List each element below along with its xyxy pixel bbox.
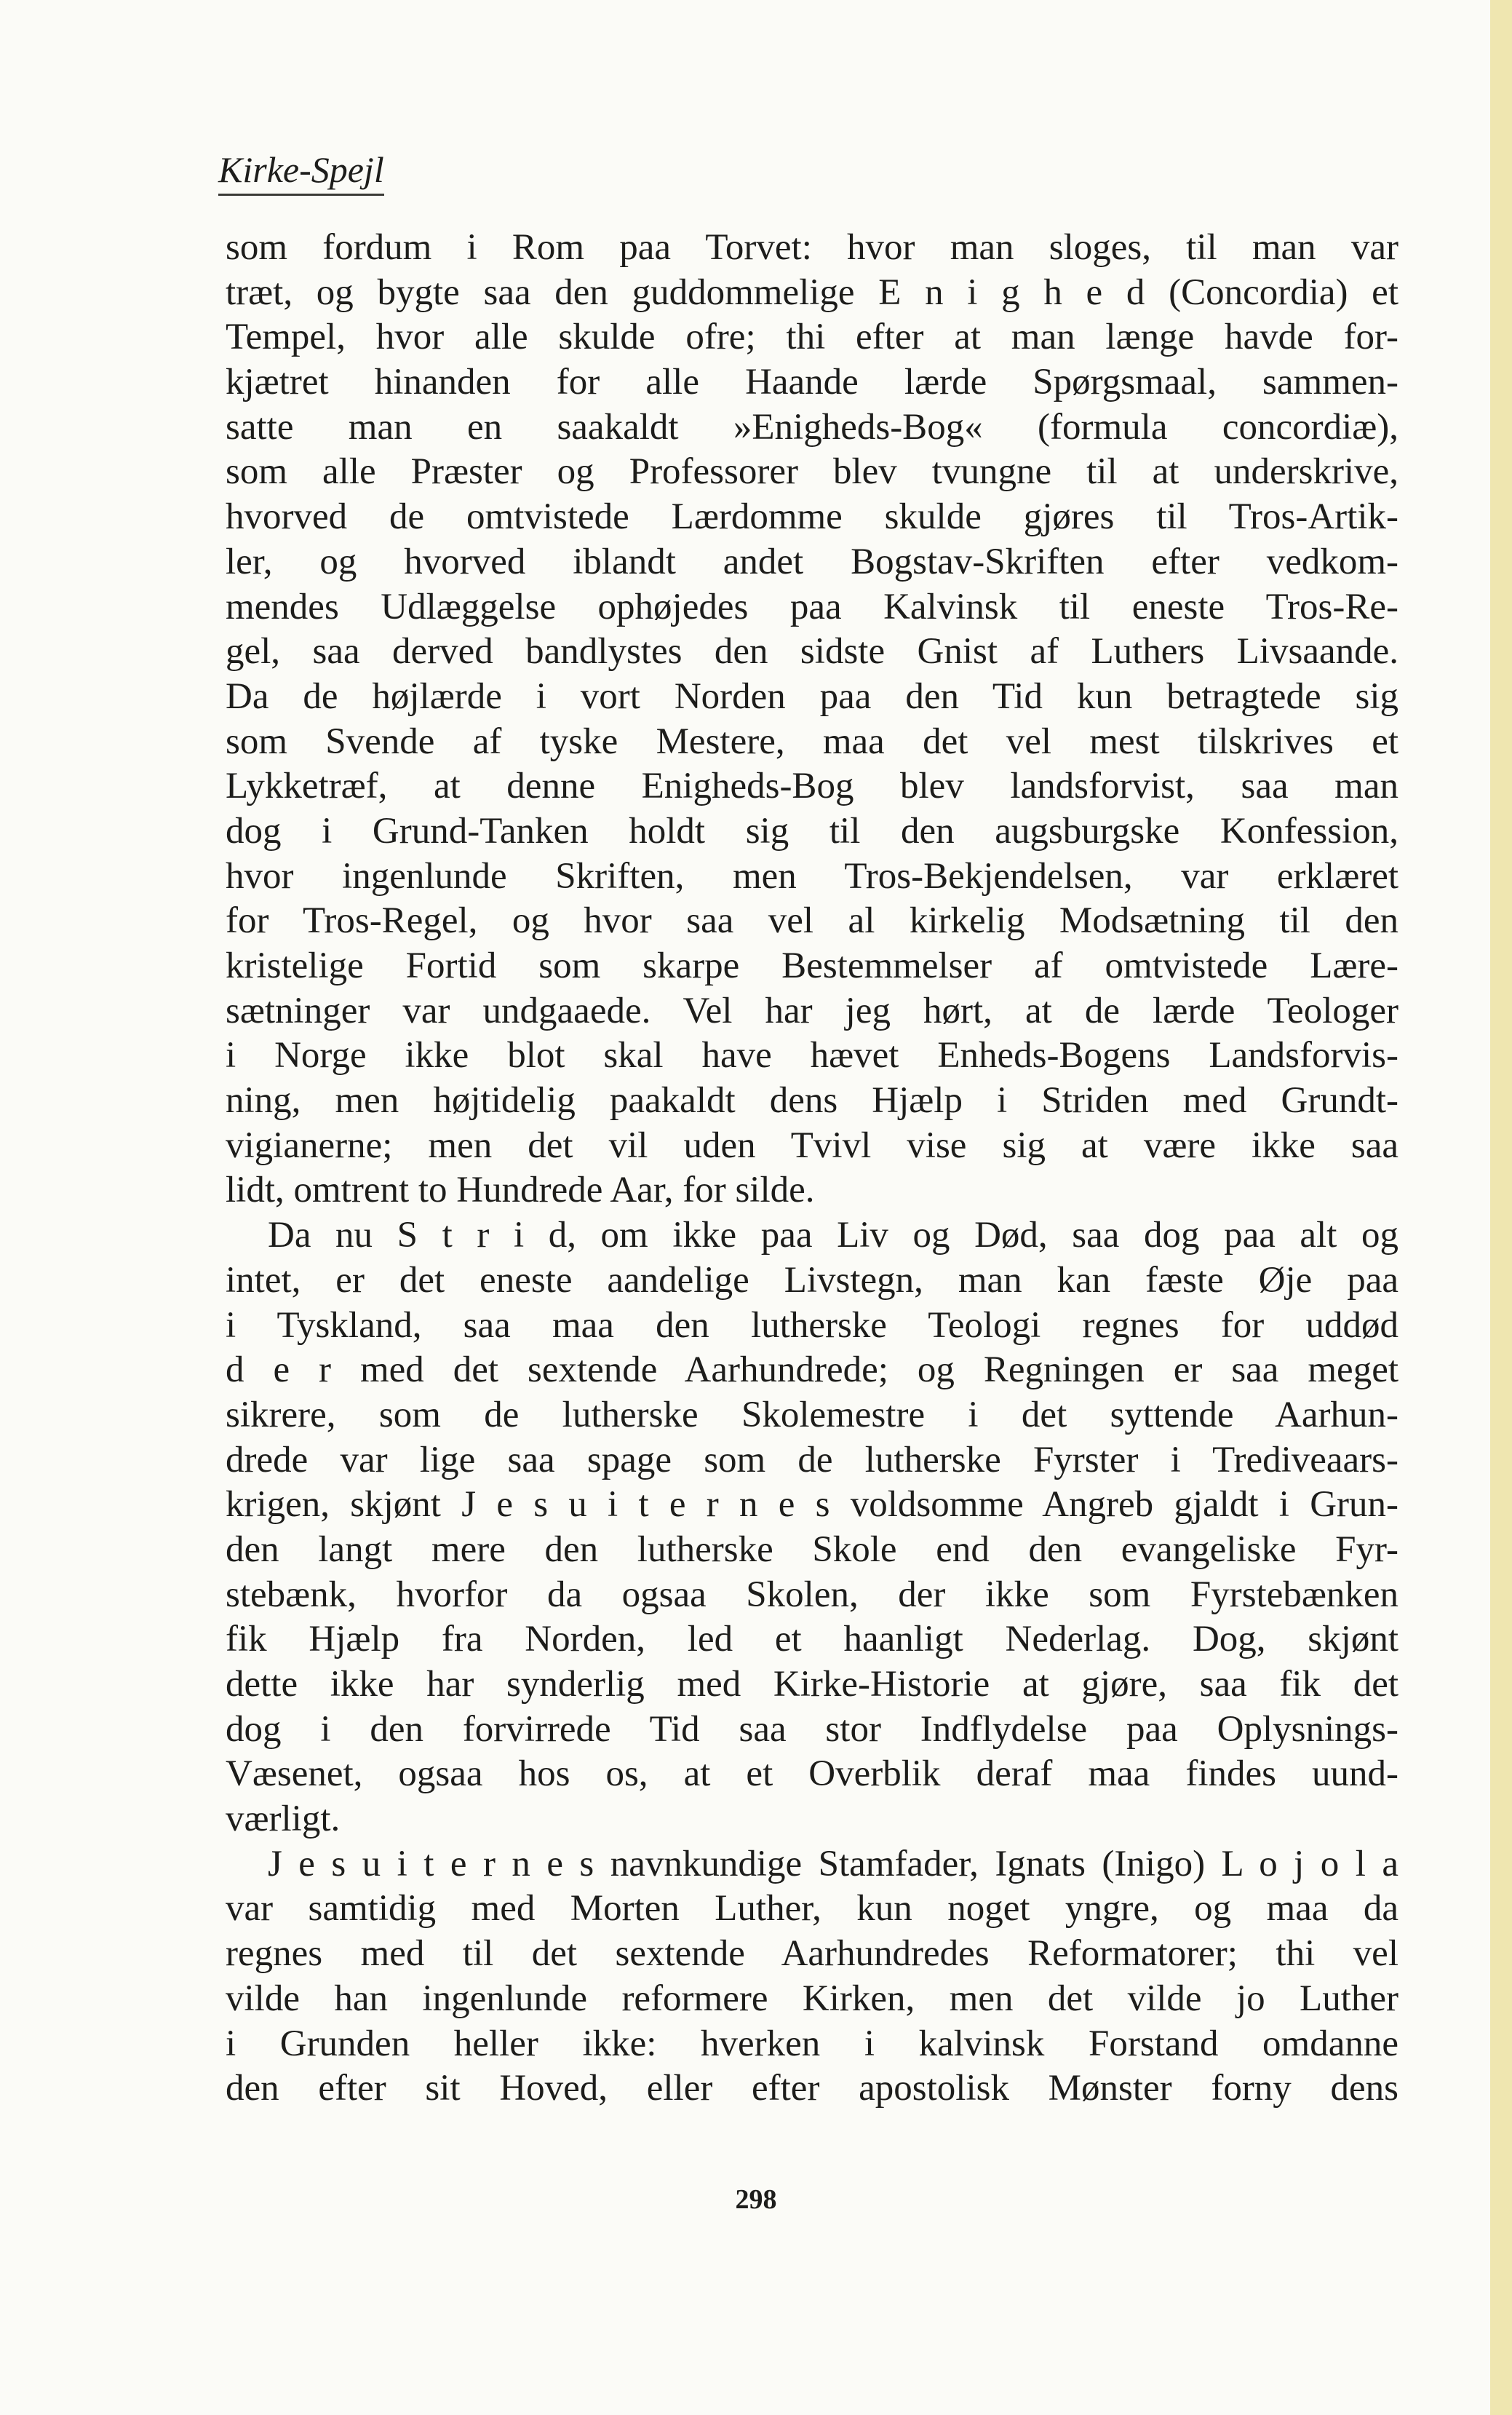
text-line: intet, er det eneste aandelige Livstegn, man kan fæste Øje paa — [226, 1259, 1398, 1301]
text-line: hvor ingenlunde Skriften, men Tros-Bekjendelsen, var erklæret — [226, 855, 1398, 897]
text-line: den efter sit Hoved, eller efter apostolisk Mønster forny dens — [226, 2068, 1398, 2109]
text-line: Tempel, hvor alle skulde ofre; thi efter at man længe havde for- — [226, 317, 1398, 358]
text-line: fik Hjælp fra Norden, led et haanligt Nederlag. Dog, skjønt — [226, 1619, 1398, 1660]
text-line: i Tyskland, saa maa den lutherske Teologi regnes for uddød — [226, 1304, 1398, 1346]
text-line: Da nu S t r i d, om ikke paa Liv og Død, saa dog paa alt og — [268, 1215, 1398, 1256]
text-line: kjætret hinanden for alle Haande lærde Spørgsmaal, sammen- — [226, 362, 1398, 403]
page-number: 298 — [735, 2184, 777, 2215]
text-line: vigianerne; men det vil uden Tvivl vise sig at være ikke saa — [226, 1125, 1398, 1166]
text-line: J e s u i t e r n e s navnkundige Stamfader, Ignats (Inigo) L o j o l a — [268, 1843, 1398, 1884]
text-line: som Svende af tyske Mestere, maa det vel mest tilskrives et — [226, 721, 1398, 762]
text-line: som alle Præster og Professorer blev tvungne til at underskrive, — [226, 451, 1398, 493]
text-line: var samtidig med Morten Luther, kun noget yngre, og maa da — [226, 1888, 1398, 1930]
text-line: dog i den forvirrede Tid saa stor Indflydelse paa Oplysnings- — [226, 1708, 1398, 1750]
text-line: sikrere, som de lutherske Skolemestre i det syttende Aarhun- — [226, 1394, 1398, 1435]
text-line: ning, men højtidelig paakaldt dens Hjælp i Striden med Grundt- — [226, 1080, 1398, 1122]
text-line: Lykketræf, at denne Enigheds-Bog blev landsforvist, saa man — [226, 766, 1398, 807]
text-line: ler, og hvorved iblandt andet Bogstav-Skriften efter vedkom- — [226, 541, 1398, 582]
text-line: træt, og bygte saa den guddommelige E n i g h e d (Concordia) et — [226, 271, 1398, 313]
text-line: kristelige Fortid som skarpe Bestemmelser af omtvistede Lære- — [226, 945, 1398, 986]
text-line: den langt mere den lutherske Skole end den evangeliske Fyr- — [226, 1528, 1398, 1570]
text-line: værligt. — [226, 1799, 341, 1840]
text-line: sætninger var undgaaede. Vel har jeg hørt, at de lærde Teologer — [226, 990, 1398, 1031]
scan-edge-strip — [1490, 0, 1512, 2415]
text-line: for Tros-Regel, og hvor saa vel al kirkelig Modsætning til den — [226, 900, 1398, 942]
text-line: dette ikke har synderlig med Kirke-Historie at gjøre, saa fik det — [226, 1664, 1398, 1705]
text-line: krigen, skjønt J e s u i t e r n e s voldsomme Angreb gjaldt i Grun- — [226, 1484, 1398, 1526]
text-line: stebænk, hvorfor da ogsaa Skolen, der ikke som Fyrstebænken — [226, 1574, 1398, 1615]
text-line: Da de højlærde i vort Norden paa den Tid kun betragtede sig — [226, 675, 1398, 717]
body-text — [226, 226, 1398, 2111]
running-header: Kirke-Spejl — [218, 148, 384, 196]
text-line: Væsenet, ogsaa hos os, at et Overblik deraf maa findes uund- — [226, 1753, 1398, 1795]
text-line: gel, saa derved bandlystes den sidste Gnist af Luthers Livsaande. — [226, 631, 1398, 673]
text-line: som fordum i Rom paa Torvet: hvor man sloges, til man var — [226, 227, 1398, 268]
text-line: dog i Grund-Tanken holdt sig til den augsburgske Konfession, — [226, 810, 1398, 852]
text-line: drede var lige saa spage som de lutherske Fyrster i Trediveaars- — [226, 1439, 1398, 1480]
text-line: satte man en saakaldt »Enigheds-Bog« (formula concordiæ), — [226, 406, 1398, 448]
text-line: i Grunden heller ikke: hverken i kalvinsk Forstand omdanne — [226, 2023, 1398, 2064]
text-line: regnes med til det sextende Aarhundredes Reformatorer; thi vel — [226, 1933, 1398, 1975]
text-line: mendes Udlæggelse ophøjedes paa Kalvinsk til eneste Tros-Re- — [226, 586, 1398, 627]
text-line: hvorved de omtvistede Lærdomme skulde gjøres til Tros-Artik- — [226, 496, 1398, 538]
text-line: vilde han ingenlunde reformere Kirken, men det vilde jo Luther — [226, 1978, 1398, 2019]
text-line: lidt, omtrent to Hundrede Aar, for silde. — [226, 1170, 815, 1211]
text-line: d e r med det sextende Aarhundrede; og Regningen er saa meget — [226, 1349, 1398, 1391]
text-line: i Norge ikke blot skal have hævet Enheds-Bogens Landsforvis- — [226, 1035, 1398, 1076]
